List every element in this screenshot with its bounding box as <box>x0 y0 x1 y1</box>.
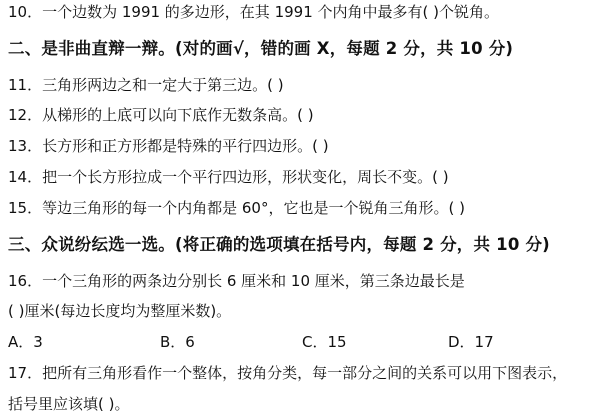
question-16-line-1: 16．一个三角形的两条边分别长 6 厘米和 10 厘米，第三条边最长是 <box>8 272 465 290</box>
question-12: 12．从梯形的上底可以向下底作无数条高。( ) <box>8 106 314 124</box>
question-14: 14．把一个长方形拉成一个平行四边形，形状变化，周长不变。( ) <box>8 168 449 186</box>
question-17-line-1: 17．把所有三角形看作一个整体，按角分类，每一部分之间的关系可以用下图表示， <box>8 364 568 382</box>
question-15: 15．等边三角形的每一个内角都是 60°，它也是一个锐角三角形。( ) <box>8 199 465 217</box>
option-c: C．15 <box>302 333 347 351</box>
section-3-heading: 三、众说纷纭选一选。(将正确的选项填在括号内，每题 2 分，共 10 分) <box>8 235 550 254</box>
option-b: B．6 <box>160 333 195 351</box>
question-10: 10．一个边数为 1991 的多边形，在其 1991 个内角中最多有( )个锐角。 <box>8 3 499 21</box>
option-a: A．3 <box>8 333 43 351</box>
question-17-line-2: 括号里应该填( )。 <box>8 395 130 413</box>
section-2-heading: 二、是非曲直辩一辩。(对的画√，错的画 X，每题 2 分，共 10 分) <box>8 39 514 58</box>
question-16-line-2: ( )厘米(每边长度均为整厘米数)。 <box>8 302 232 320</box>
question-13: 13．长方形和正方形都是特殊的平行四边形。( ) <box>8 137 329 155</box>
question-11: 11．三角形两边之和一定大于第三边。( ) <box>8 76 284 94</box>
question-16-options <box>8 332 596 352</box>
option-d: D．17 <box>448 333 494 351</box>
